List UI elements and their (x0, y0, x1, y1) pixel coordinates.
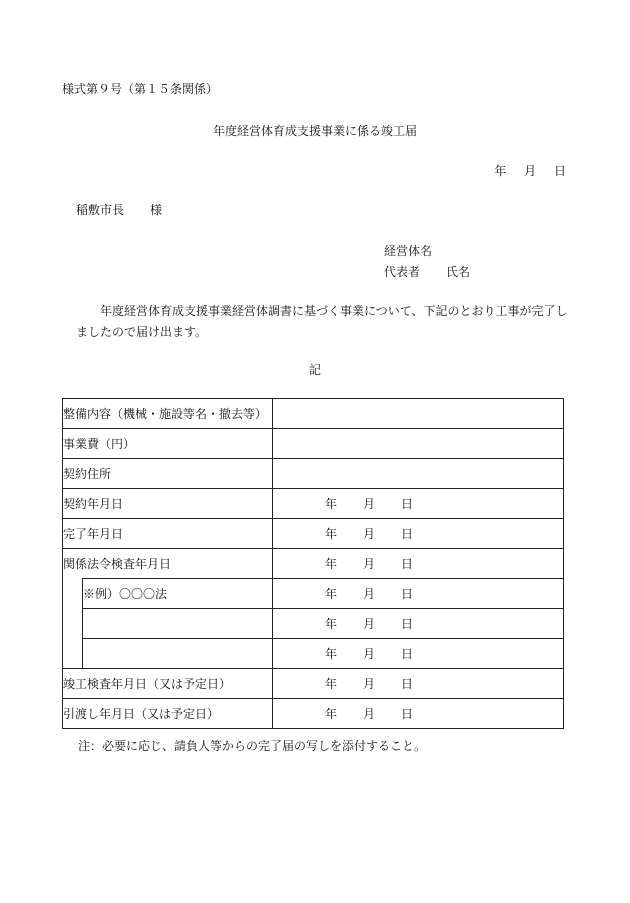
date-day-label: 日 (401, 527, 414, 541)
row-value-field[interactable] (273, 399, 564, 429)
addressee (76, 201, 162, 218)
row-value-field[interactable] (273, 429, 564, 459)
row-label: 契約住所 (63, 459, 273, 489)
date-year-label: 年 (325, 617, 338, 631)
table-row (63, 519, 564, 549)
footnote: 注：必要に応じ、請負人等からの完了届の写しを添付すること。 (78, 739, 427, 753)
table-row (63, 609, 564, 639)
date-month-label: 月 (524, 164, 537, 178)
row-date-field[interactable] (273, 549, 564, 579)
representative-label: 代表者 (384, 265, 421, 279)
name-label: 氏名 (446, 265, 471, 279)
table-row (63, 459, 564, 489)
date-month-label: 月 (363, 617, 376, 631)
row-date-field[interactable] (273, 519, 564, 549)
row-label[interactable] (83, 639, 273, 669)
row-date-field[interactable] (273, 699, 564, 729)
row-date-field[interactable] (273, 489, 564, 519)
row-label: 事業費（円） (63, 429, 273, 459)
date-month-label: 月 (363, 497, 376, 511)
date-month-label: 月 (363, 557, 376, 571)
date-year-label: 年 (325, 647, 338, 661)
row-date-field[interactable] (273, 579, 564, 609)
row-label: 完了年月日 (63, 519, 273, 549)
row-label: 関係法令検査年月日 (63, 549, 273, 579)
entity-name-label: 経営体名 (384, 244, 433, 258)
date-year-label: 年 (325, 527, 338, 541)
row-label: 整備内容（機械・施設等名・撤去等） (63, 399, 273, 429)
date-month-label: 月 (363, 677, 376, 691)
row-label: 竣工検査年月日（又は予定日） (63, 669, 273, 699)
row-label[interactable] (83, 609, 273, 639)
table-row (63, 399, 564, 429)
date-year-label: 年 (325, 587, 338, 601)
form-number: 様式第９号（第１５条関係） (62, 82, 219, 96)
date-year-label: 年 (325, 557, 338, 571)
table-row (63, 699, 564, 729)
table-row (63, 579, 564, 609)
date-day-label: 日 (553, 164, 566, 178)
table-row (63, 489, 564, 519)
date-month-label: 月 (363, 707, 376, 721)
submission-date (480, 162, 566, 179)
date-day-label: 日 (401, 707, 414, 721)
applicant-block (384, 241, 470, 283)
indent-spacer (63, 579, 83, 669)
date-day-label: 日 (401, 557, 414, 571)
date-month-label: 月 (363, 647, 376, 661)
table-row (63, 429, 564, 459)
representative-line (384, 262, 470, 283)
row-date-field[interactable] (273, 639, 564, 669)
date-year-label: 年 (494, 164, 507, 178)
date-year-label: 年 (325, 497, 338, 511)
date-day-label: 日 (401, 497, 414, 511)
row-label: ※例）〇〇〇法 (83, 579, 273, 609)
row-date-field[interactable] (273, 669, 564, 699)
date-day-label: 日 (401, 677, 414, 691)
table-row (63, 639, 564, 669)
addressee-honorific: 様 (150, 203, 163, 217)
row-value-field[interactable] (273, 459, 564, 489)
body-text: 年度経営体育成支援事業経営体調書に基づく事業について、下記のとおり工事が完了しましたので届け出ます。 (76, 304, 568, 339)
date-year-label: 年 (325, 707, 338, 721)
date-day-label: 日 (401, 647, 414, 661)
addressee-name: 稲敷市長 (76, 203, 125, 217)
date-month-label: 月 (363, 527, 376, 541)
table-row (63, 669, 564, 699)
completion-table (62, 398, 564, 729)
table-row (63, 549, 564, 579)
row-label: 契約年月日 (63, 489, 273, 519)
body-paragraph (76, 301, 576, 343)
document-title: 年度経営体育成支援事業に係る竣工届 (212, 124, 417, 138)
date-day-label: 日 (401, 617, 414, 631)
row-date-field[interactable] (273, 609, 564, 639)
date-day-label: 日 (401, 587, 414, 601)
ki-heading: 記 (308, 363, 321, 377)
row-label: 引渡し年月日（又は予定日） (63, 699, 273, 729)
date-year-label: 年 (325, 677, 338, 691)
date-month-label: 月 (363, 587, 376, 601)
